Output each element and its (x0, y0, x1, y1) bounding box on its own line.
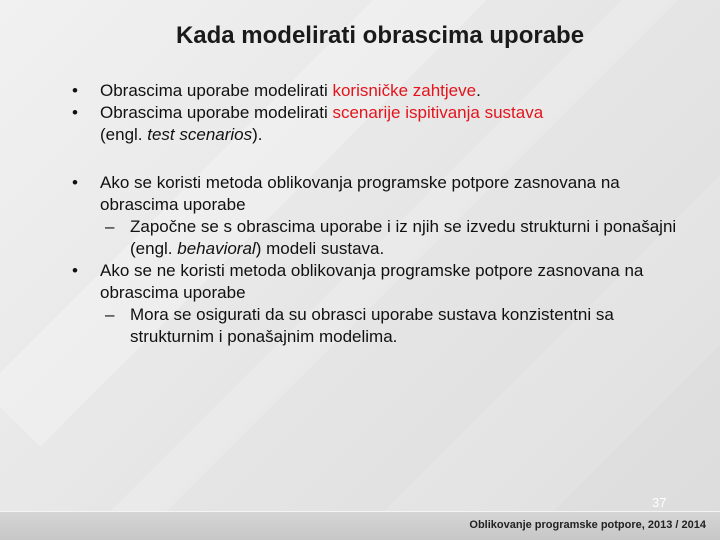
sub-bullet-text-end: ) modeli sustava. (255, 239, 385, 258)
bullet-marker: • (72, 103, 78, 122)
bullet-text: Ako se ne koristi metoda oblikovanja programske potpore zasnovana na obrascima uporabe (100, 261, 644, 302)
sub-bullet-marker: – (105, 305, 115, 324)
sub-bullet-text: Započne se s obrascima uporabe i iz njih se izvedu strukturni i ponašajni (engl. (130, 217, 677, 258)
sub-bullet-text: Mora se osigurati da su obrasci uporabe sustava konzistentni sa strukturnim i ponašajnim modelima. (130, 305, 614, 346)
bullet-item (72, 80, 692, 102)
bullet-text: Ako se koristi metoda oblikovanja programske potpore zasnovana na obrascima uporabe (100, 173, 620, 214)
bullet-text-end: . (476, 81, 481, 100)
highlighted-text: scenarije ispitivanja sustava (332, 103, 544, 122)
bullet-text-end: ). (252, 125, 263, 144)
sub-bullet-marker: – (105, 217, 115, 236)
bullet-marker: • (72, 81, 78, 100)
slide-title: Kada modelirati obrascima uporabe (175, 22, 585, 49)
italic-term: behavioral (177, 239, 256, 258)
footer-band (0, 511, 720, 540)
bullet-item (72, 102, 692, 146)
bullet-marker: • (72, 261, 78, 280)
sub-bullet-item (72, 304, 692, 348)
slide-content (72, 80, 692, 348)
sub-bullet-item (72, 216, 692, 260)
italic-term: test scenarios (147, 125, 253, 144)
bullet-text: (engl. (100, 125, 148, 144)
bullet-item (72, 172, 692, 216)
bullet-item (72, 260, 692, 304)
footer-text: Oblikovanje programske potpore, 2013 / 2014 (469, 519, 706, 531)
bullet-text: Obrascima uporabe modelirati (100, 81, 333, 100)
bullet-marker: • (72, 173, 78, 192)
highlighted-text: korisničke zahtjeve (332, 81, 477, 100)
bullet-text: Obrascima uporabe modelirati (100, 103, 333, 122)
page-number: 37 (652, 495, 667, 510)
